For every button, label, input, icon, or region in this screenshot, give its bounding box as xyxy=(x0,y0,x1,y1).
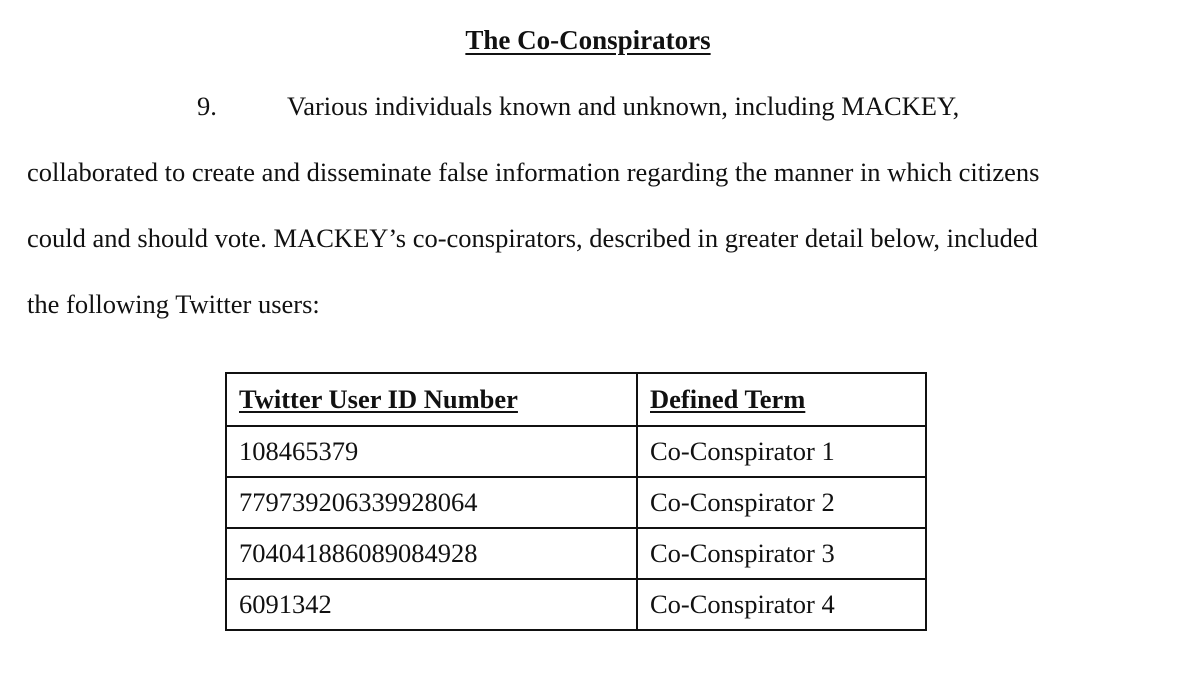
user-id-cell: 704041886089084928 xyxy=(226,528,637,579)
user-id-cell: 108465379 xyxy=(226,426,637,477)
defined-term-cell: Co-Conspirator 1 xyxy=(637,426,926,477)
section-heading: The Co-Conspirators xyxy=(465,25,711,55)
table-row xyxy=(226,579,926,630)
table-row xyxy=(226,426,926,477)
paragraph-line-3: could and should vote. MACKEY’s co-conspirators, described in greater detail below, included xyxy=(27,223,1038,253)
co-conspirator-table xyxy=(225,372,927,631)
table-header-row xyxy=(226,373,926,426)
table-row xyxy=(226,477,926,528)
user-id-cell: 6091342 xyxy=(226,579,637,630)
table-row xyxy=(226,528,926,579)
column-header-user-id: Twitter User ID Number xyxy=(226,373,637,426)
defined-term-cell: Co-Conspirator 3 xyxy=(637,528,926,579)
defined-term-cell: Co-Conspirator 4 xyxy=(637,579,926,630)
user-id-cell: 779739206339928064 xyxy=(226,477,637,528)
paragraph-line-1: Various individuals known and unknown, including MACKEY, xyxy=(287,91,960,121)
paragraph-line-2: collaborated to create and disseminate false information regarding the manner in which citizens xyxy=(27,157,1040,187)
column-header-defined-term: Defined Term xyxy=(637,373,926,426)
paragraph-number: 9. xyxy=(197,91,217,121)
defined-term-cell: Co-Conspirator 2 xyxy=(637,477,926,528)
paragraph-line-4: the following Twitter users: xyxy=(27,289,320,319)
